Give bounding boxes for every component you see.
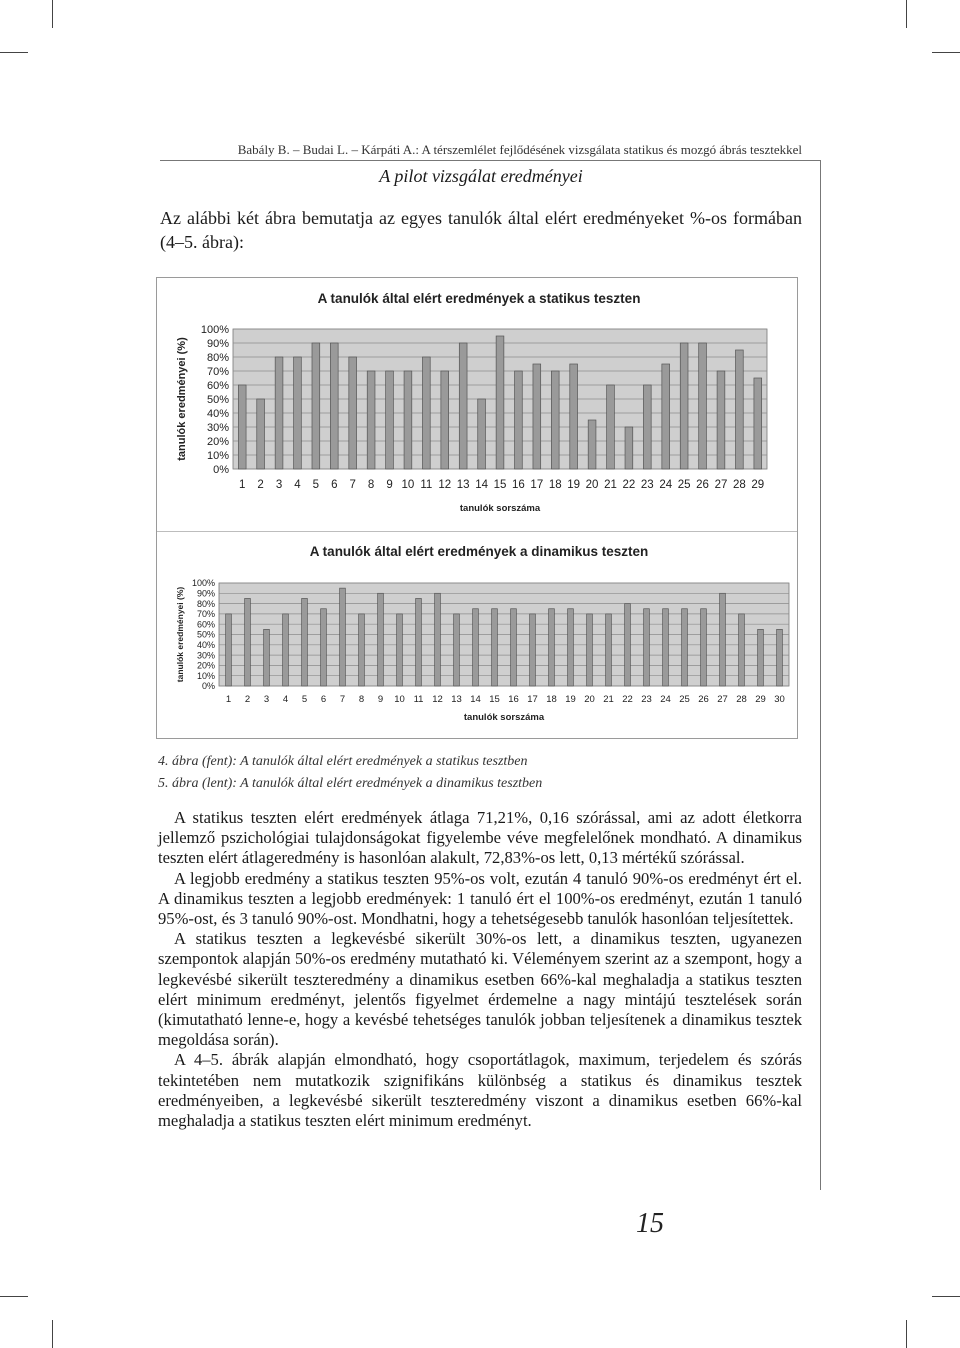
x-tick-label: 9: [377, 694, 384, 705]
x-tick-label: 13: [456, 479, 470, 491]
bar: [625, 427, 633, 469]
x-axis-label: tanulók sorszáma: [459, 503, 541, 514]
x-tick-label: 30: [774, 694, 785, 705]
x-tick-label: 4: [282, 694, 289, 705]
y-tick-label: 100%: [191, 578, 215, 589]
bar: [717, 371, 725, 469]
bar: [496, 336, 504, 469]
bar: [312, 343, 320, 469]
bar: [330, 343, 338, 469]
body-text: [158, 808, 802, 1131]
crop-mark: [0, 1296, 28, 1297]
crop-mark: [0, 52, 28, 53]
bar: [441, 371, 449, 469]
y-tick-label: 10%: [196, 670, 215, 681]
x-tick-label: 15: [489, 694, 500, 705]
x-tick-label: 15: [493, 479, 507, 491]
bar: [386, 371, 394, 469]
x-tick-label: 2: [257, 479, 264, 491]
y-tick-label: 30%: [206, 421, 229, 434]
intro-paragraph: Az alábbi két ábra bemutatja az egyes tanulók által elért eredményeket %-os formában (4–5. ábra):: [160, 208, 802, 252]
x-tick-label: 25: [677, 479, 691, 491]
y-tick-label: 0%: [201, 681, 215, 692]
x-tick-label: 29: [751, 479, 765, 491]
bar: [283, 614, 289, 686]
bar: [754, 378, 762, 469]
bar: [397, 614, 403, 686]
x-tick-label: 9: [386, 479, 393, 491]
crop-mark: [932, 1296, 960, 1297]
dynamic-test-chart: [157, 532, 797, 738]
y-tick-label: 80%: [196, 598, 215, 609]
bar: [663, 609, 669, 686]
bar: [264, 629, 270, 686]
chart-title: A tanulók által elért eredmények a dinamikus teszten: [309, 544, 649, 559]
x-axis-label: tanulók sorszáma: [463, 712, 545, 723]
bar: [435, 593, 441, 686]
x-tick-label: 6: [331, 479, 338, 491]
x-tick-label: 25: [679, 694, 690, 705]
bar: [238, 385, 246, 469]
x-tick-label: 8: [358, 694, 365, 705]
bar: [720, 593, 726, 686]
y-tick-label: 70%: [206, 365, 229, 378]
bar: [568, 609, 574, 686]
x-tick-label: 6: [320, 694, 327, 705]
y-tick-label: 90%: [196, 588, 215, 599]
x-tick-label: 20: [585, 479, 599, 491]
y-tick-label: 90%: [206, 337, 229, 350]
paragraph: A statikus teszten elért eredmények átlaga 71,21%, 0,16 szórással, ami az adott életkorra jellemző pszichológiai tulajdonságokat figyelembe véve megfelelőnek mondható. A dinamikus teszten elért átlageredmény is hasonlóan alakult, 72,83%-os lett, 0,13 mértékű szórással.: [158, 808, 802, 868]
bar: [349, 357, 357, 469]
bar: [530, 614, 536, 686]
bar: [643, 385, 651, 469]
x-tick-label: 28: [736, 694, 747, 705]
x-tick-label: 24: [660, 694, 671, 705]
x-tick-label: 14: [470, 694, 481, 705]
bar: [588, 420, 596, 469]
x-tick-label: 27: [714, 479, 728, 491]
x-tick-label: 1: [225, 694, 232, 705]
bar: [294, 357, 302, 469]
x-tick-label: 18: [548, 479, 562, 491]
crop-mark: [906, 0, 907, 28]
bar: [321, 609, 327, 686]
y-tick-label: 60%: [206, 379, 229, 392]
x-tick-label: 14: [475, 479, 488, 491]
x-tick-label: 20: [584, 694, 595, 705]
bar: [736, 350, 744, 469]
x-tick-label: 28: [732, 479, 746, 491]
bar: [777, 629, 783, 686]
header-rule: [160, 160, 820, 161]
chart-title: A tanulók által elért eredmények a statikus teszten: [317, 291, 641, 306]
crop-mark: [932, 52, 960, 53]
bar: [644, 609, 650, 686]
bar: [511, 609, 517, 686]
bar: [302, 598, 308, 686]
static-test-chart: [157, 278, 797, 530]
y-tick-label: 40%: [206, 407, 229, 420]
paragraph: A 4–5. ábrák alapján elmondható, hogy csoportátlagok, maximum, terjedelem és szórás tekintetében nem mutatkozik szignifikáns különbség a statikus és dinamikus tesztek eredményeiben, a legkevésbé sikerült teszteredmény viszont a dinamikus esetben 66%-kal meghaladja a statikus teszten elért minimum eredményt.: [158, 1050, 802, 1131]
x-tick-label: 19: [567, 479, 581, 491]
x-tick-label: 29: [755, 694, 766, 705]
x-tick-label: 2: [244, 694, 251, 705]
crop-mark: [52, 1320, 53, 1348]
bar: [699, 343, 707, 469]
bar: [533, 364, 541, 469]
x-tick-label: 7: [339, 694, 346, 705]
x-tick-label: 21: [604, 479, 617, 491]
bar: [758, 629, 764, 686]
x-tick-label: 12: [432, 694, 443, 705]
x-tick-label: 17: [527, 694, 538, 705]
bar: [739, 614, 745, 686]
y-axis-label: tanulók eredményei (%): [175, 586, 185, 683]
x-tick-label: 3: [275, 479, 283, 491]
bar: [515, 371, 523, 469]
bar: [257, 399, 265, 469]
running-header: Babály B. – Budai L. – Kárpáti A.: A térszemlélet fejlődésének vizsgálata statikus és mozgó ábrás tesztekkel: [237, 142, 802, 157]
bar: [422, 357, 430, 469]
bar: [275, 357, 283, 469]
paragraph: A legjobb eredmény a statikus teszten 95%-os volt, ezután 4 tanuló 90%-os eredményt ért el. A dinamikus teszten a legjobb eredmények: 1 tanuló ért el 100%-os eredményt, ezután 1 tanuló 95%-ost, és 3 tanuló 90%-ost. Mondhatni, hogy a tehetségesebb tanulók hasonlóan teljesítettek.: [158, 868, 802, 929]
bar: [570, 364, 578, 469]
bar: [340, 588, 346, 686]
crop-mark: [52, 0, 53, 28]
x-tick-label: 22: [622, 694, 633, 705]
y-tick-label: 70%: [196, 609, 215, 620]
bar: [473, 609, 479, 686]
paragraph: A statikus teszten a legkevésbé sikerült 30%-os lett, a dinamikus teszten, ugyanezen szempontok alapján 50%-os eredmény mutatható ki. Véleményem szerint az a szempont, hogy a legkevésbé sikerült teszteredmény a dinamikus esetben 66%-kal meghaladja a statikus teszten elért minimum eredményt, jelentős figyelmet érdemelne a nagy mintájú tesztelések során (kimutatható lenne-e, hogy a kevésbé tehetséges tanulók jobban teljesítenek a dinamikus tesztek megoldása során).: [158, 929, 802, 1050]
y-tick-label: 0%: [213, 463, 229, 476]
x-tick-label: 7: [349, 479, 356, 491]
bar: [416, 598, 422, 686]
y-tick-label: 30%: [196, 650, 215, 661]
bar: [549, 609, 555, 686]
y-tick-label: 50%: [196, 629, 215, 640]
bar: [359, 614, 365, 686]
x-tick-label: 16: [512, 479, 525, 491]
figure-caption-5: 5. ábra (lent): A tanulók által elért eredmények a dinamikus tesztben: [158, 776, 543, 791]
y-tick-label: 20%: [196, 660, 215, 671]
y-tick-label: 40%: [196, 639, 215, 650]
margin-rule: [820, 160, 821, 1190]
x-tick-label: 3: [263, 694, 270, 705]
x-tick-label: 1: [239, 479, 246, 491]
crop-mark: [906, 1320, 907, 1348]
bar: [459, 343, 467, 469]
y-tick-label: 20%: [206, 435, 229, 448]
x-tick-label: 8: [367, 479, 375, 491]
figure-caption-4: 4. ábra (fent): A tanulók által elért eredmények a statikus tesztben: [158, 754, 528, 769]
bar: [492, 609, 498, 686]
x-tick-label: 23: [641, 694, 652, 705]
figure-box: [156, 277, 798, 739]
bar: [625, 604, 631, 686]
x-tick-label: 26: [698, 694, 709, 705]
bar: [226, 614, 232, 686]
x-tick-label: 26: [696, 479, 709, 491]
page-number: 15: [636, 1208, 664, 1239]
x-tick-label: 10: [401, 479, 415, 491]
bar: [682, 609, 688, 686]
x-tick-label: 11: [420, 479, 433, 491]
y-tick-label: 10%: [206, 449, 229, 462]
y-tick-label: 50%: [206, 393, 229, 406]
x-tick-label: 4: [294, 479, 301, 491]
bar: [680, 343, 688, 469]
x-tick-label: 19: [565, 694, 576, 705]
bar: [606, 614, 612, 686]
x-tick-label: 5: [312, 479, 320, 491]
x-tick-label: 27: [717, 694, 728, 705]
bar: [404, 371, 412, 469]
bar: [245, 598, 251, 686]
x-tick-label: 12: [438, 479, 452, 491]
y-tick-label: 80%: [206, 351, 229, 364]
x-tick-label: 24: [659, 479, 673, 491]
bar: [478, 399, 486, 469]
x-tick-label: 16: [508, 694, 519, 705]
bar: [701, 609, 707, 686]
bar: [662, 364, 670, 469]
x-tick-label: 23: [640, 479, 654, 491]
section-title: A pilot vizsgálat eredményei: [379, 166, 583, 186]
bar: [367, 371, 375, 469]
bar: [378, 593, 384, 686]
x-tick-label: 17: [530, 479, 544, 491]
x-tick-label: 11: [413, 694, 424, 705]
y-axis-label: tanulók eredményei (%): [176, 337, 188, 461]
bar: [607, 385, 615, 469]
x-tick-label: 5: [301, 694, 308, 705]
bar: [454, 614, 460, 686]
x-tick-label: 22: [622, 479, 636, 491]
bar: [551, 371, 559, 469]
bar: [587, 614, 593, 686]
y-tick-label: 60%: [196, 619, 215, 630]
x-tick-label: 21: [603, 694, 614, 705]
x-tick-label: 18: [546, 694, 557, 705]
x-tick-label: 13: [451, 694, 462, 705]
y-tick-label: 100%: [200, 323, 229, 336]
x-tick-label: 10: [394, 694, 405, 705]
